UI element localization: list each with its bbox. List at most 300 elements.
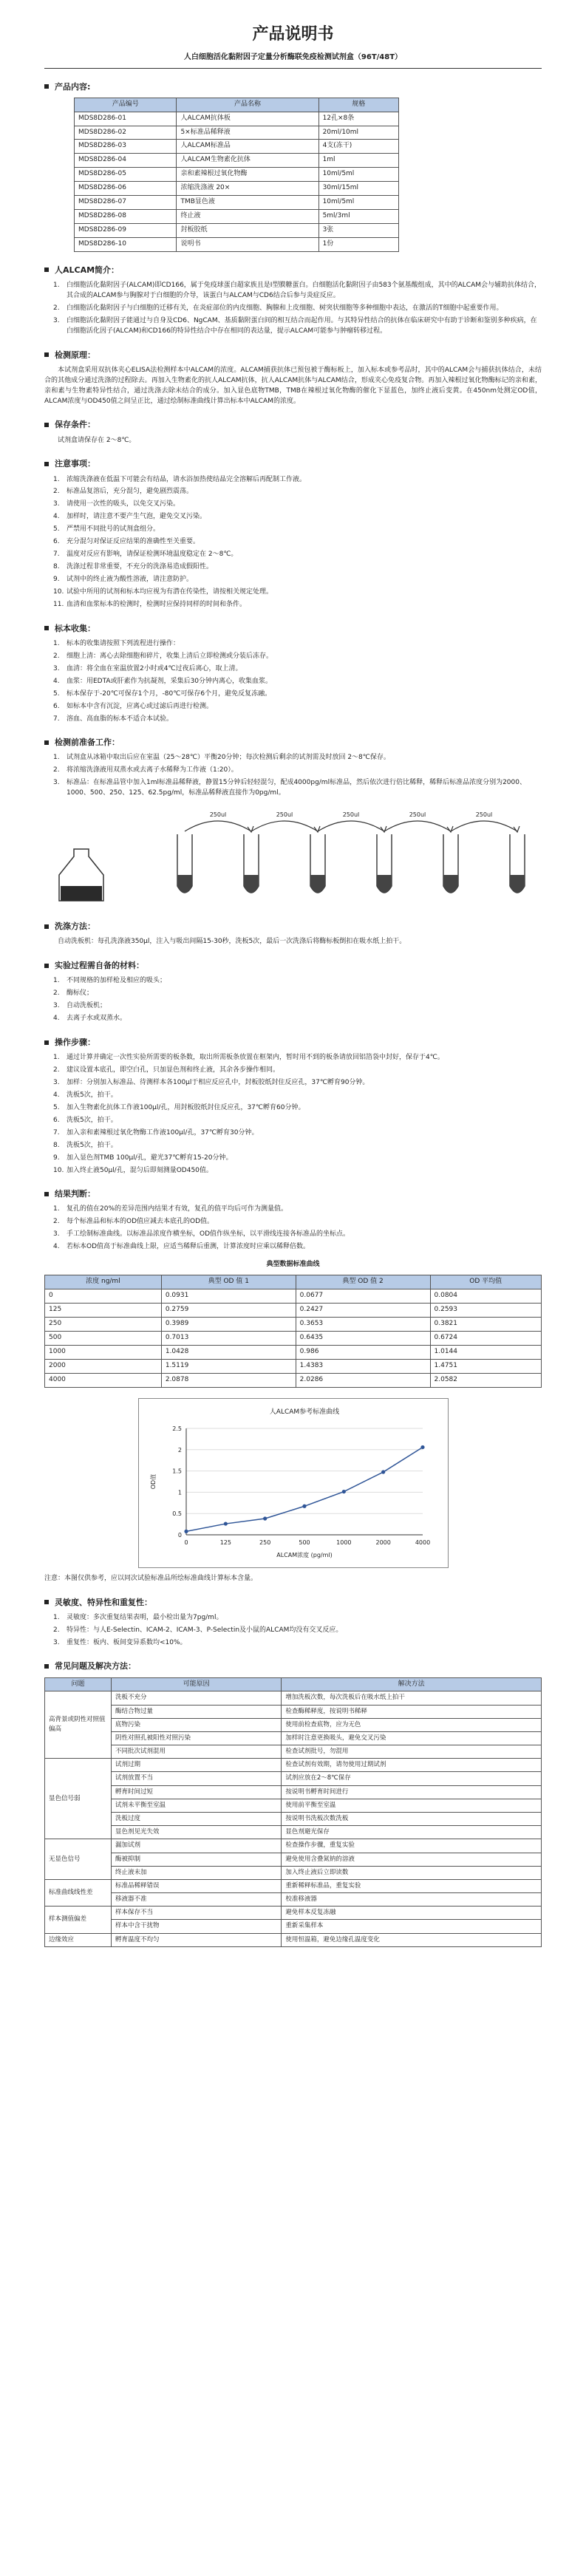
table-cell: MDS8D286-02 bbox=[75, 126, 177, 140]
table-cell: 5×标准品稀释液 bbox=[177, 126, 318, 140]
faq-problem-cell: 样本测值偏差 bbox=[45, 1907, 112, 1933]
table-row bbox=[45, 1813, 542, 1826]
chart-svg bbox=[142, 1402, 445, 1564]
std-table bbox=[44, 1275, 542, 1388]
table-row bbox=[75, 182, 399, 196]
list-item-number: 6. bbox=[53, 538, 60, 546]
table-cell: 0.3653 bbox=[296, 1317, 430, 1331]
bullet-icon bbox=[44, 964, 49, 968]
transfer-arrow bbox=[451, 821, 517, 831]
list-item-number: 3. bbox=[53, 1078, 60, 1086]
table-row bbox=[75, 196, 399, 210]
bullet-icon bbox=[44, 740, 49, 745]
table-cell: 人ALCAM抗体板 bbox=[177, 112, 318, 126]
list-item-text: 加入终止液50μl/孔，混匀后即刻测量OD450值。 bbox=[67, 1166, 213, 1174]
table-cell: 0.6724 bbox=[430, 1331, 542, 1345]
faq-solution-cell: 重新稀释标准品，重复实验 bbox=[282, 1879, 542, 1892]
faq-problem-cell: 显色信号弱 bbox=[45, 1759, 112, 1839]
page-subtitle: 人白细胞活化黏附因子定量分析酶联免疫检测试剂盒（96T/48T） bbox=[183, 53, 403, 62]
list-item bbox=[53, 766, 542, 776]
cautions-list bbox=[53, 475, 542, 610]
list-item-number: 2. bbox=[53, 304, 60, 312]
table-row bbox=[45, 1920, 542, 1933]
data-point bbox=[263, 1516, 267, 1520]
table-cell: 0.0804 bbox=[430, 1289, 542, 1304]
table-cell: MDS8D286-04 bbox=[75, 154, 177, 168]
list-item bbox=[53, 652, 542, 662]
list-item-number: 1. bbox=[53, 1205, 60, 1213]
wash-heading: 洗涤方法： bbox=[44, 920, 542, 933]
list-item bbox=[53, 500, 542, 510]
list-item bbox=[53, 562, 542, 573]
table-cell: MDS8D286-10 bbox=[75, 238, 177, 252]
list-item-number: 2. bbox=[53, 1218, 60, 1226]
table-row bbox=[45, 1853, 542, 1866]
x-tick-label: 125 bbox=[219, 1539, 231, 1546]
data-point bbox=[223, 1522, 227, 1525]
table-cell: 人ALCAM标准品 bbox=[177, 140, 318, 154]
list-item-text: 白细胞活化黏附因子能通过与自身及CD6、NgCAM、基质黏附蛋白间的相互结合而起作用。与其特异性结合的抗体在临床研究中有助于诊断和鉴别多种疾病，在白细胞活化因子(ALCAM)和CD166的特异性结合中存在相同的表达量，提示ALCAM可能参与肿瘤转移过程。 bbox=[67, 316, 537, 335]
table-cell: 1.4751 bbox=[430, 1359, 542, 1373]
faq-cause-cell: 试剂未平衡至室温 bbox=[112, 1799, 282, 1812]
table-cell: 30ml/15ml bbox=[318, 182, 398, 196]
transfer-volume-label: 250ul bbox=[209, 811, 227, 819]
prep-list bbox=[53, 753, 542, 799]
list-item-number: 9. bbox=[53, 1154, 60, 1162]
table-cell: 500 bbox=[45, 1331, 162, 1345]
list-item bbox=[53, 487, 542, 497]
list-item bbox=[53, 1204, 542, 1215]
list-item-number: 10. bbox=[53, 1166, 64, 1174]
intro-heading: 人ALCAM简介： bbox=[44, 264, 542, 276]
transfer-volume-label: 250ul bbox=[342, 811, 360, 819]
table-cell: 封板胶纸 bbox=[177, 224, 318, 238]
prep-heading: 检测前准备工作： bbox=[44, 736, 542, 749]
faq-cause-cell: 孵育温度不均匀 bbox=[112, 1933, 282, 1946]
table-cell: 10ml/5ml bbox=[318, 168, 398, 182]
table-row bbox=[45, 1879, 542, 1892]
list-item-number: 5. bbox=[53, 525, 60, 534]
list-item-number: 1. bbox=[53, 1054, 60, 1062]
table-cell: 0.0931 bbox=[161, 1289, 296, 1304]
faq-cause-cell: 阴性对照孔被阳性对照污染 bbox=[112, 1731, 282, 1745]
transfer-arrow bbox=[185, 821, 251, 831]
table-row bbox=[75, 126, 399, 140]
bullet-icon bbox=[44, 462, 49, 466]
list-item bbox=[53, 1066, 542, 1076]
table-cell: 0.2427 bbox=[296, 1304, 430, 1318]
list-item bbox=[53, 1141, 542, 1151]
table-row bbox=[45, 1933, 542, 1946]
arrow-head-icon bbox=[248, 826, 253, 832]
list-item-text: 加入显色剂TMB 100μl/孔，避光37℃孵育15-20分钟。 bbox=[67, 1154, 233, 1162]
list-item bbox=[53, 1091, 542, 1101]
list-item bbox=[53, 664, 542, 675]
table-row bbox=[45, 1705, 542, 1718]
table-row bbox=[45, 1745, 542, 1759]
arrow-head-icon bbox=[447, 826, 453, 832]
list-item-text: 加入生物素化抗体工作液100μl/孔，用封板胶纸封住反应孔，37℃孵育60分钟。 bbox=[67, 1103, 305, 1111]
faq-cause-cell: 标准品稀释错误 bbox=[112, 1879, 282, 1892]
table-header-cell: 浓度 ng/ml bbox=[45, 1275, 162, 1289]
list-item-number: 1. bbox=[53, 475, 60, 483]
intro-list bbox=[53, 281, 542, 337]
list-item-text: 试剂中的终止液为酸性溶液，请注意防护。 bbox=[67, 576, 194, 584]
table-cell: 0.2593 bbox=[430, 1304, 542, 1318]
table-row bbox=[75, 168, 399, 182]
dilution-diagram bbox=[44, 805, 542, 908]
list-item bbox=[53, 1001, 542, 1012]
y-tick-label: 2.5 bbox=[171, 1425, 182, 1432]
table-row bbox=[45, 1785, 542, 1799]
list-item-text: 每个标准品和标本的OD值应减去本底孔的OD值。 bbox=[67, 1218, 214, 1226]
x-tick-label: 0 bbox=[183, 1539, 188, 1546]
table-cell: 125 bbox=[45, 1304, 162, 1318]
contents-section bbox=[44, 81, 542, 252]
faq-cause-cell: 漏加试剂 bbox=[112, 1839, 282, 1853]
table-cell: MDS8D286-06 bbox=[75, 182, 177, 196]
list-item-text: 试剂盒从冰箱中取出后应在室温（25～28℃）平衡20分钟；每次检测后剩余的试剂需及时放回 2～8℃保存。 bbox=[67, 754, 390, 762]
list-item-number: 7. bbox=[53, 715, 60, 723]
list-item bbox=[53, 1154, 542, 1164]
table-cell: 250 bbox=[45, 1317, 162, 1331]
list-item-text: 试验中所用的试剂和标本均应视为有潜在传染性，请按相关规定处理。 bbox=[67, 587, 273, 596]
list-item-number: 3. bbox=[53, 316, 60, 324]
wash-text: 自动洗板机：每孔洗涤液350μl，注入与吸出间隔15-30秒，洗板5次，最后一次洗涤后将酶标板倒扣在吸水纸上拍干。 bbox=[58, 938, 406, 946]
list-item-text: 手工绘制标准曲线。以标准品浓度作横坐标，OD值作纵坐标，以平滑线连接各标准品的坐标点。 bbox=[67, 1230, 350, 1238]
list-item-text: 标本保存于-20℃可保存1个月，-80℃可保存6个月，避免反复冻融。 bbox=[67, 689, 272, 698]
list-item-text: 洗板5次，拍干。 bbox=[67, 1116, 117, 1124]
transfer-volume-label: 250ul bbox=[475, 811, 493, 819]
table-cell: 2.0878 bbox=[161, 1373, 296, 1387]
y-tick-label: 0.5 bbox=[171, 1510, 182, 1517]
bullet-icon bbox=[44, 84, 49, 89]
list-item-number: 5. bbox=[53, 1103, 60, 1111]
storage-section bbox=[44, 418, 542, 446]
table-row bbox=[45, 1691, 542, 1705]
list-item-text: 血浆：用EDTA或肝素作为抗凝剂，采集后30分钟内离心，收集血浆。 bbox=[67, 677, 273, 685]
wash-section bbox=[44, 920, 542, 947]
faq-problem-cell: 边缘效应 bbox=[45, 1933, 112, 1946]
list-item-number: 2. bbox=[53, 488, 60, 496]
list-item-number: 2. bbox=[53, 989, 60, 998]
list-item-text: 标准品：在标准品管中加入1ml标准品稀释液，静置15分钟后轻轻混匀，配成4000pg/ml标准品，然后依次进行倍比稀释，稀释后标准品浓度分别为2000、1000、500、250、125、62.5pg/ml，标准品稀释液直接作为0pg/ml。 bbox=[67, 779, 526, 797]
list-item bbox=[53, 281, 542, 301]
list-item bbox=[53, 702, 542, 712]
list-item-number: 3. bbox=[53, 1230, 60, 1238]
table-header-cell: OD 平均值 bbox=[430, 1275, 542, 1289]
steps-section bbox=[44, 1036, 542, 1176]
list-item bbox=[53, 1230, 542, 1240]
table-cell: 4000 bbox=[45, 1373, 162, 1387]
table-row bbox=[45, 1866, 542, 1879]
performance-heading: 灵敏度、特异性和重复性： bbox=[44, 1596, 542, 1609]
list-item-number: 1. bbox=[53, 977, 60, 985]
list-item-text: 复孔的值在20%的差异范围内结果才有效，复孔的值平均后可作为测量值。 bbox=[67, 1205, 288, 1213]
x-tick-label: 500 bbox=[298, 1539, 310, 1546]
table-cell: 1份 bbox=[318, 238, 398, 252]
faq-heading: 常见问题及解决方法： bbox=[44, 1660, 542, 1672]
standard-curve-chart bbox=[138, 1398, 449, 1568]
y-axis-label: OD值 bbox=[149, 1473, 157, 1489]
faq-solution-cell: 校准移液器 bbox=[282, 1893, 542, 1907]
steps-list bbox=[53, 1053, 542, 1176]
faq-solution-cell: 加样时注意更换吸头，避免交叉污染 bbox=[282, 1731, 542, 1745]
list-item-text: 加入亲和素辣根过氧化物酶工作液100μl/孔，37℃孵育30分钟。 bbox=[67, 1128, 259, 1137]
list-item-text: 溶血、高血脂的标本不适合本试验。 bbox=[67, 715, 174, 723]
faq-cause-cell: 孵育时间过短 bbox=[112, 1785, 282, 1799]
list-item-number: 10. bbox=[53, 587, 64, 596]
list-item-text: 若标本OD值高于标准曲线上限，应适当稀释后重测，计算浓度时应乘以稀释倍数。 bbox=[67, 1243, 310, 1251]
table-cell: 12孔×8条 bbox=[318, 112, 398, 126]
list-item-number: 2. bbox=[53, 766, 60, 774]
bullet-icon bbox=[44, 268, 49, 272]
faq-cause-cell: 试剂过期 bbox=[112, 1759, 282, 1772]
list-item-text: 重复性：板内、板间变异系数均<10%。 bbox=[67, 1638, 187, 1646]
bullet-icon bbox=[44, 352, 49, 357]
list-item bbox=[53, 316, 542, 337]
table-cell: 1.5119 bbox=[161, 1359, 296, 1373]
data-point bbox=[381, 1470, 385, 1473]
faq-cause-cell: 洗板不充分 bbox=[112, 1691, 282, 1705]
list-item bbox=[53, 575, 542, 585]
list-item-number: 3. bbox=[53, 1638, 60, 1646]
table-cell: 0.3989 bbox=[161, 1317, 296, 1331]
cautions-section bbox=[44, 457, 542, 610]
table-row bbox=[45, 1759, 542, 1772]
table-row bbox=[45, 1718, 542, 1731]
list-item bbox=[53, 989, 542, 999]
faq-cause-cell: 样本中含干扰物 bbox=[112, 1920, 282, 1933]
intro-section bbox=[44, 264, 542, 337]
table-cell: 1ml bbox=[318, 154, 398, 168]
faq-section bbox=[44, 1660, 542, 1946]
faq-solution-cell: 避免样本反复冻融 bbox=[282, 1907, 542, 1920]
list-item bbox=[53, 976, 542, 987]
list-item-text: 温度对反应有影响，请保证检测环境温度稳定在 2～8℃。 bbox=[67, 551, 238, 559]
table-row bbox=[75, 238, 399, 252]
list-item-text: 细胞上清：离心去除细胞和碎片，收集上清后立即检测或分装后冻存。 bbox=[67, 652, 273, 660]
cautions-heading: 注意事项： bbox=[44, 457, 542, 470]
table-row bbox=[45, 1304, 542, 1318]
list-item-text: 血清和血浆标本的检测时，检测时应保持同样的时间和条件。 bbox=[67, 600, 247, 608]
list-item-number: 2. bbox=[53, 652, 60, 660]
x-axis-label: ALCAM浓度 (pg/ml) bbox=[276, 1551, 333, 1558]
table-row bbox=[45, 1907, 542, 1920]
list-item-number: 11. bbox=[53, 600, 64, 608]
transfer-volume-label: 250ul bbox=[409, 811, 426, 819]
transfer-volume-label: 250ul bbox=[276, 811, 293, 819]
sample-list bbox=[53, 639, 542, 725]
faq-solution-cell: 按说明书孵育时间进行 bbox=[282, 1785, 542, 1799]
arrow-head-icon bbox=[514, 826, 519, 832]
list-item-number: 2. bbox=[53, 1066, 60, 1074]
list-item-number: 1. bbox=[53, 282, 60, 289]
faq-problem-cell: 无显色信号 bbox=[45, 1839, 112, 1880]
list-item-text: 不同规格的加样枪及相应的吸头； bbox=[67, 977, 167, 985]
sample-section bbox=[44, 622, 542, 725]
list-item-number: 4. bbox=[53, 1243, 60, 1251]
std-table-caption: 典型数据标准曲线 bbox=[266, 1261, 320, 1269]
list-item bbox=[53, 1078, 542, 1088]
list-item-number: 4. bbox=[53, 513, 60, 521]
list-item-text: 白细胞活化黏附因子与白细胞的迁移有关，在炎症部位的内皮细胞、胸腺和上皮细胞、树突状细胞等多种细胞中表达，在激活的T细胞中起重要作用。 bbox=[67, 304, 503, 312]
list-item-number: 3. bbox=[53, 779, 60, 787]
series-line bbox=[186, 1447, 423, 1531]
y-tick-label: 0 bbox=[177, 1531, 182, 1539]
table-cell: 10ml/5ml bbox=[318, 196, 398, 210]
list-item bbox=[53, 715, 542, 725]
table-cell: 2.0582 bbox=[430, 1373, 542, 1387]
list-item bbox=[53, 689, 542, 700]
list-item bbox=[53, 639, 542, 650]
table-row bbox=[45, 1826, 542, 1839]
list-item bbox=[53, 1638, 542, 1649]
list-item-text: 浓缩洗涤液在低温下可能会有结晶，请水浴加热使结晶完全溶解后再配制工作液。 bbox=[67, 475, 307, 483]
faq-solution-cell: 加入终止液后立即读数 bbox=[282, 1866, 542, 1879]
y-tick-label: 2 bbox=[177, 1446, 182, 1454]
table-row bbox=[75, 210, 399, 224]
contents-table bbox=[74, 98, 399, 252]
storage-text: 试剂盒请保存在 2～8℃。 bbox=[58, 436, 136, 444]
results-list bbox=[53, 1204, 542, 1253]
table-cell: MDS8D286-07 bbox=[75, 196, 177, 210]
faq-solution-cell: 检查试剂有效期，请勿使用过期试剂 bbox=[282, 1759, 542, 1772]
table-row bbox=[45, 1359, 542, 1373]
table-row bbox=[45, 1893, 542, 1907]
steps-heading: 操作步骤： bbox=[44, 1036, 542, 1049]
page-title: 产品说明书 bbox=[252, 25, 334, 44]
faq-cause-cell: 样本保存不当 bbox=[112, 1907, 282, 1920]
table-cell: 2.0286 bbox=[296, 1373, 430, 1387]
table-cell: 4支(冻干) bbox=[318, 140, 398, 154]
list-item bbox=[53, 1626, 542, 1636]
bottle-liquid bbox=[61, 886, 102, 901]
list-item-number: 1. bbox=[53, 754, 60, 762]
list-item-text: 建议设置本底孔，即空白孔，只加显色剂和终止液，其余各步操作相同。 bbox=[67, 1066, 280, 1074]
list-item bbox=[53, 512, 542, 522]
faq-solution-cell: 使用前平衡至室温 bbox=[282, 1799, 542, 1812]
faq-solution-cell: 检查酶稀释度，按说明书稀释 bbox=[282, 1705, 542, 1718]
materials-heading: 实验过程需自备的材料： bbox=[44, 959, 542, 972]
data-point bbox=[184, 1529, 188, 1533]
x-tick-label: 250 bbox=[259, 1539, 270, 1546]
list-item bbox=[53, 1116, 542, 1126]
list-item bbox=[53, 600, 542, 610]
faq-solution-cell: 按说明书洗板次数洗板 bbox=[282, 1813, 542, 1826]
materials-list bbox=[53, 976, 542, 1024]
list-item bbox=[53, 753, 542, 763]
list-item-text: 酶标仪； bbox=[67, 989, 94, 998]
arrow-head-icon bbox=[314, 826, 320, 832]
faq-solution-cell: 使用恒温箱，避免边缘孔温度变化 bbox=[282, 1933, 542, 1946]
list-item-number: 4. bbox=[53, 1091, 60, 1099]
transfer-arrow bbox=[251, 821, 318, 831]
x-tick-label: 2000 bbox=[375, 1539, 391, 1546]
list-item-number: 3. bbox=[53, 500, 60, 508]
list-item-text: 灵敏度：多次重复结果表明，最小检出量为7pg/ml。 bbox=[67, 1613, 223, 1621]
list-item bbox=[53, 1217, 542, 1227]
table-cell: 说明书 bbox=[177, 238, 318, 252]
table-header-cell: 产品编号 bbox=[75, 98, 177, 112]
list-item bbox=[53, 537, 542, 548]
faq-solution-cell: 避免使用含叠氮钠的溶液 bbox=[282, 1853, 542, 1866]
bullet-icon bbox=[44, 1664, 49, 1669]
list-item-text: 白细胞活化黏附因子(ALCAM)即CD166，属于免疫球蛋白超家族且是Ⅰ型膜糖蛋白。白细胞活化黏附因子由583个氨基酸组成，其中的ALCAM会与辅助抗体结合，其合成的ALCAM参与胸腺对于白细胞的介导，该蛋白与ALCAM与CD6结合后参与炎症反应。 bbox=[67, 282, 542, 299]
performance-section bbox=[44, 1596, 542, 1649]
faq-solution-cell: 试剂应放在2～8℃保存 bbox=[282, 1772, 542, 1785]
list-item bbox=[53, 304, 542, 314]
table-row bbox=[75, 224, 399, 238]
faq-solution-cell: 使用前检查底物，应为无色 bbox=[282, 1718, 542, 1731]
faq-problem-cell: 高背景或阴性对照值偏高 bbox=[45, 1691, 112, 1759]
faq-cause-cell: 试剂放置不当 bbox=[112, 1772, 282, 1785]
table-header-cell: 规格 bbox=[318, 98, 398, 112]
table-cell: 1.0428 bbox=[161, 1345, 296, 1359]
dilution-figure bbox=[44, 805, 542, 908]
list-item-number: 4. bbox=[53, 677, 60, 685]
chart-note: 注意：本图仅供参考，应以同次试验标准品所绘标准曲线计算标本含量。 bbox=[44, 1574, 258, 1582]
table-cell: 0.0677 bbox=[296, 1289, 430, 1304]
table-cell: 5ml/3ml bbox=[318, 210, 398, 224]
list-item-number: 1. bbox=[53, 639, 60, 647]
results-section bbox=[44, 1188, 542, 1584]
principle-heading: 检测原理： bbox=[44, 349, 542, 361]
table-header-cell: 典型 OD 值 1 bbox=[161, 1275, 296, 1289]
list-item bbox=[53, 1128, 542, 1139]
list-item-text: 请使用一次性的吸头，以免交叉污染。 bbox=[67, 500, 180, 508]
table-cell: MDS8D286-09 bbox=[75, 224, 177, 238]
faq-solution-cell: 检查操作步骤，重复实验 bbox=[282, 1839, 542, 1853]
list-item-text: 血清：将全血在室温放置2小时或4℃过夜后离心，取上清。 bbox=[67, 664, 242, 672]
principle-text: 本试剂盒采用双抗体夹心ELISA法检测样本中ALCAM的浓度。ALCAM捕获抗体已预包被于酶标板上，加入标本或参考品时，其中的ALCAM会与捕获抗体结合，未结合的其他成分通过洗涤的过程除去。再加入生物素化的抗人ALCAM抗体，抗人ALCAM抗体与ALCAM结合，形成夹心免疫复合物。再加入辣根过氧化物酶标记的亲和素，亲和素与生物素特异性结合，通过洗涤去除未结合的成分。加入显色底物TMB，TMB在辣根过氧化物酶的催化下显蓝色，加终止液后变黄。在450nm处测定OD值，ALCAM浓度与OD450值之间呈正比，通过绘制标准曲线计算出标本中ALCAM的浓度。 bbox=[44, 366, 542, 405]
list-item-text: 洗板5次，拍干。 bbox=[67, 1141, 117, 1149]
table-cell: 浓缩洗涤液 20× bbox=[177, 182, 318, 196]
bullet-icon bbox=[44, 1192, 49, 1196]
table-cell: 终止液 bbox=[177, 210, 318, 224]
results-heading: 结果判断： bbox=[44, 1188, 542, 1200]
list-item-text: 充分混匀对保证反应结果的准确性至关重要。 bbox=[67, 538, 200, 546]
table-header-cell: 解决方法 bbox=[282, 1677, 542, 1691]
list-item-text: 标准品复溶后，充分混匀，避免剧烈震荡。 bbox=[67, 488, 194, 496]
list-item-text: 通过计算并确定一次性实验所需要的板条数，取出所需板条放置在框架内，暂时用不到的板条请放回铝箔袋中封好，保存于4℃。 bbox=[67, 1054, 444, 1062]
faq-cause-cell: 酶被抑制 bbox=[112, 1853, 282, 1866]
data-point bbox=[420, 1445, 424, 1449]
list-item-number: 7. bbox=[53, 1128, 60, 1137]
prep-section bbox=[44, 736, 542, 908]
y-tick-label: 1.5 bbox=[171, 1468, 182, 1475]
table-header-cell: 可能原因 bbox=[112, 1677, 282, 1691]
faq-cause-cell: 移液器不准 bbox=[112, 1893, 282, 1907]
performance-list bbox=[53, 1613, 542, 1649]
bullet-icon bbox=[44, 1600, 49, 1604]
storage-heading: 保存条件： bbox=[44, 418, 542, 431]
table-cell: 3张 bbox=[318, 224, 398, 238]
arrow-head-icon bbox=[381, 826, 386, 832]
list-item bbox=[53, 1613, 542, 1623]
faq-cause-cell: 终止液未加 bbox=[112, 1866, 282, 1879]
bullet-icon bbox=[44, 423, 49, 427]
faq-table bbox=[44, 1677, 542, 1947]
list-item-number: 5. bbox=[53, 689, 60, 698]
table-cell: 1000 bbox=[45, 1345, 162, 1359]
list-item bbox=[53, 677, 542, 687]
table-header-cell: 典型 OD 值 2 bbox=[296, 1275, 430, 1289]
list-item-number: 7. bbox=[53, 551, 60, 559]
table-header-cell: 问题 bbox=[45, 1677, 112, 1691]
chart-title: 人ALCAM参考标准曲线 bbox=[269, 1408, 339, 1416]
table-cell: 0.7013 bbox=[161, 1331, 296, 1345]
